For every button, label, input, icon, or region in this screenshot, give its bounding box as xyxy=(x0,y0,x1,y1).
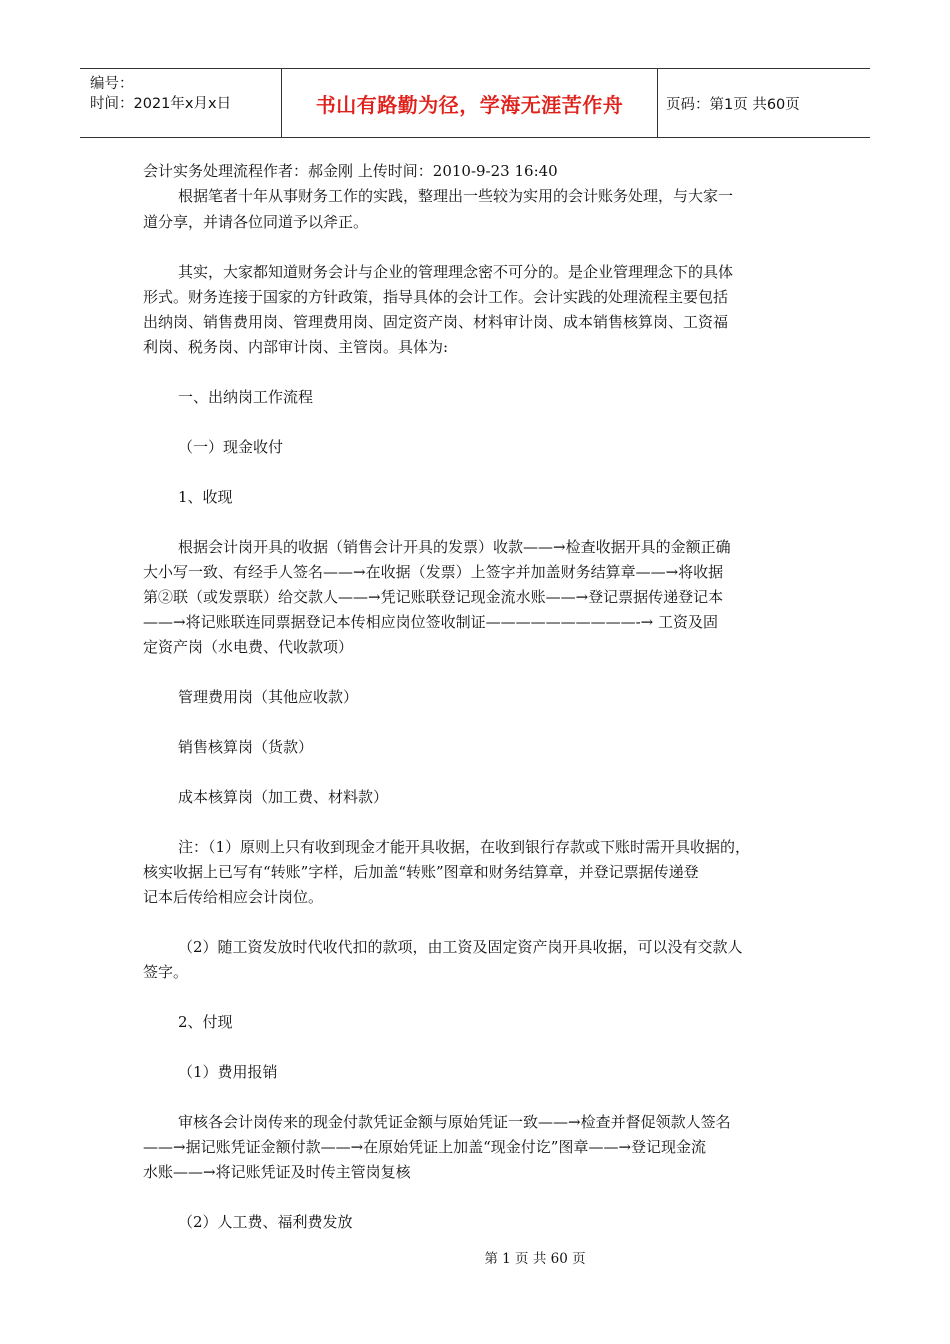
footer-page-number: 第 1 页 共 60 页 xyxy=(484,1251,586,1267)
paragraph-line: 根据会计岗开具的收据（销售会计开具的发票）收款——→检查收据开具的金额正确 xyxy=(178,538,731,556)
note-line: 核实收据上已写有“转账”字样，后加盖“转账”图章和财务结算章，并登记票据传递登 xyxy=(143,863,699,881)
header-page-info: 页码：第1页 共60页 xyxy=(666,96,800,113)
document-number-label: 编号： xyxy=(90,76,134,92)
paragraph-line: 审核各会计岗传来的现金付款凭证金额与原始凭证一致——→检查并督促领款人签名 xyxy=(178,1113,731,1131)
paragraph-line: 定资产岗（水电费、代收款项） xyxy=(143,638,354,656)
paragraph-line: 利岗、税务岗、内部审计岗、主管岗。具体为: xyxy=(143,338,449,356)
section-heading: 一、出纳岗工作流程 xyxy=(178,388,314,406)
paragraph-line: 成本核算岗（加工费、材料款） xyxy=(178,788,389,806)
paragraph-line: 其实，大家都知道财务会计与企业的管理理念密不可分的。是企业管理理念下的具体 xyxy=(178,263,734,281)
paragraph-line: 水账——→将记账凭证及时传主管岗复核 xyxy=(143,1163,411,1181)
header-motto-cell xyxy=(282,69,658,137)
paragraph-line: 出纳岗、销售费用岗、管理费用岗、固定资产岗、材料审计岗、成本销售核算岗、工资福 xyxy=(143,313,729,331)
subitem-heading: （2）人工费、福利费发放 xyxy=(178,1213,353,1231)
item-heading: 2、付现 xyxy=(178,1013,233,1031)
header-page-cell xyxy=(658,69,870,137)
header-left-cell xyxy=(80,69,282,137)
paragraph-line: 根据笔者十年从事财务工作的实践，整理出一些较为实用的会计账务处理，与大家一 xyxy=(178,187,734,205)
paragraph-line: 形式。财务连接于国家的方针政策，指导具体的会计工作。会计实践的处理流程主要包括 xyxy=(143,288,729,306)
paragraph-line: ——→据记账凭证金额付款——→在原始凭证上加盖“现金付讫”图章——→登记现金流 xyxy=(143,1138,707,1156)
motto-text: 书山有路勤为径，学海无涯苦作舟 xyxy=(315,92,624,117)
page-header xyxy=(80,68,870,138)
note-line: （2）随工资发放时代收代扣的款项，由工资及固定资产岗开具收据，可以没有交款人 xyxy=(178,938,743,956)
paragraph-line: 管理费用岗（其他应收款） xyxy=(178,688,359,706)
note-line: 注：（1）原则上只有收到现金才能开具收据，在收到银行存款或下账时需开具收据的， xyxy=(178,838,751,856)
paragraph-line: 销售核算岗（货款） xyxy=(178,738,314,756)
note-line: 签字。 xyxy=(143,963,189,981)
page-footer xyxy=(0,1247,950,1267)
subitem-heading: （1）费用报销 xyxy=(178,1063,278,1081)
subsection-heading: （一）现金收付 xyxy=(178,438,284,456)
paragraph-line: 道分享，并请各位同道予以斧正。 xyxy=(143,213,369,231)
document-date-label: 时间：2021年x月x日 xyxy=(90,96,232,112)
paragraph-line: 第②联（或发票联）给交款人——→凭记账联登记现金流水账——→登记票据传递登记本 xyxy=(143,588,724,606)
item-heading: 1、收现 xyxy=(178,488,233,506)
article-meta-line: 会计实务处理流程作者：郝金刚 上传时间：2010-9-23 16:40 xyxy=(143,162,558,180)
paragraph-line: 大小写一致、有经手人签名——→在收据（发票）上签字并加盖财务结算章——→将收据 xyxy=(143,563,724,581)
paragraph-line: ——→将记账联连同票据登记本传相应岗位签收制证——————————-→ 工资及固 xyxy=(143,613,718,631)
note-line: 记本后传给相应会计岗位。 xyxy=(143,888,324,906)
